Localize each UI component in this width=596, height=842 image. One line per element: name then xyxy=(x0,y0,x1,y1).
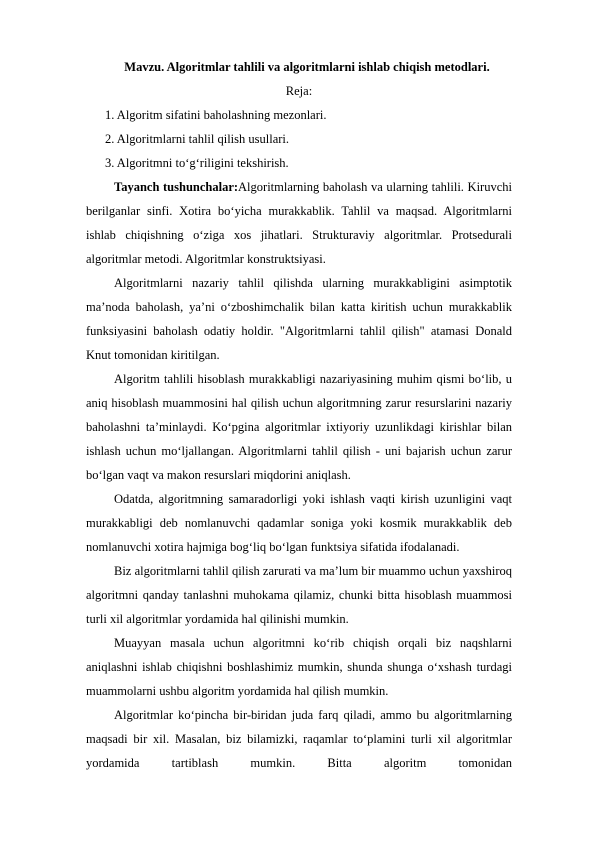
plan-item-3: 3. Algoritmni to‘g‘riligini tekshirish. xyxy=(105,156,289,170)
paragraph-3: Odatda, algoritmning samaradorligi yoki ishlash vaqti kirish uzunligini vaqt murakkabligi deb nomlanuvchi qadamlar soniga yoki kosmik murakkablik deb nomlanuvchi xotira hajmiga bog‘liq bo‘lgan funktsiya sifatida ifodalanadi. xyxy=(86,492,512,554)
document-title: Mavzu. Algoritmlar tahlili va algoritmlarni ishlab chiqish metodlari. xyxy=(124,60,490,74)
plan-item-2: 2. Algoritmlarni tahlil qilish usullari. xyxy=(105,132,290,146)
plan-heading: Reja: xyxy=(285,84,313,98)
paragraph-6: Algoritmlar ko‘pincha bir-biridan juda farq qiladi, ammo bu algoritmlarning maqsadi bir xil. Masalan, biz bilamizki, raqamlar to‘plamini turli xil algoritmlar yordamida tartiblash mumkin. Bitta algoritm tomonidan xyxy=(86,708,512,770)
paragraph-2: Algoritm tahlili hisoblash murakkabligi nazariyasining muhim qismi bo‘lib, u aniq hisoblash muammosini hal qilish uchun algoritmning zarur resurslarini nazariy baholashni ta’minlaydi. Ko‘pgina algoritmlar ixtiyoriy uzunlikdagi kirishlar bilan ishlash uchun mo‘ljallangan. Algoritmlarni tahlil qilish - uni bajarish uchun zarur bo‘lgan vaqt va makon resurslari miqdorini aniqlash. xyxy=(86,372,512,482)
document-page xyxy=(86,55,512,775)
plan-item-1: 1. Algoritm sifatini baholashning mezonlari. xyxy=(105,108,327,122)
key-terms-text: Algoritmlarning baholash va ularning tahlili. Kiruvchi berilganlar sinfi. Xotira bo‘yicha murakkablik. Tahlil va maqsad. Algoritmlarni ishlab chiqishning o‘ziga xos jihatlari. Strukturaviy algoritmlar. Protsedurali algoritmlar metodi. Algoritmlar konstruktsiyasi. xyxy=(86,180,512,266)
key-terms-label: Tayanch tushunchalar: xyxy=(114,180,239,194)
paragraph-4: Biz algoritmlarni tahlil qilish zarurati va ma’lum bir muammo uchun yaxshiroq algoritmni qanday tanlashni muhokama qilamiz, chunki bitta hisoblash muammosi turli xil algoritmlar yordamida hal qilinishi mumkin. xyxy=(86,564,512,626)
paragraph-5: Muayyan masala uchun algoritmni ko‘rib chiqish orqali biz naqshlarni aniqlashni ishlab chiqishni boshlashimiz mumkin, shunda shunga o‘xshash turdagi muammolarni ushbu algoritm yordamida hal qilish mumkin. xyxy=(86,636,512,698)
key-terms-paragraph xyxy=(86,175,512,271)
plan-list xyxy=(86,103,512,175)
paragraph-1: Algoritmlarni nazariy tahlil qilishda ularning murakkabligini asimptotik ma’noda baholash, ya’ni o‘zboshimchalik bilan katta kiritish uchun murakkablik funksiyasini baholash odatiy holdir. "Algoritmlarni tahlil qilish" atamasi Donald Knut tomonidan kiritilgan. xyxy=(86,276,512,362)
